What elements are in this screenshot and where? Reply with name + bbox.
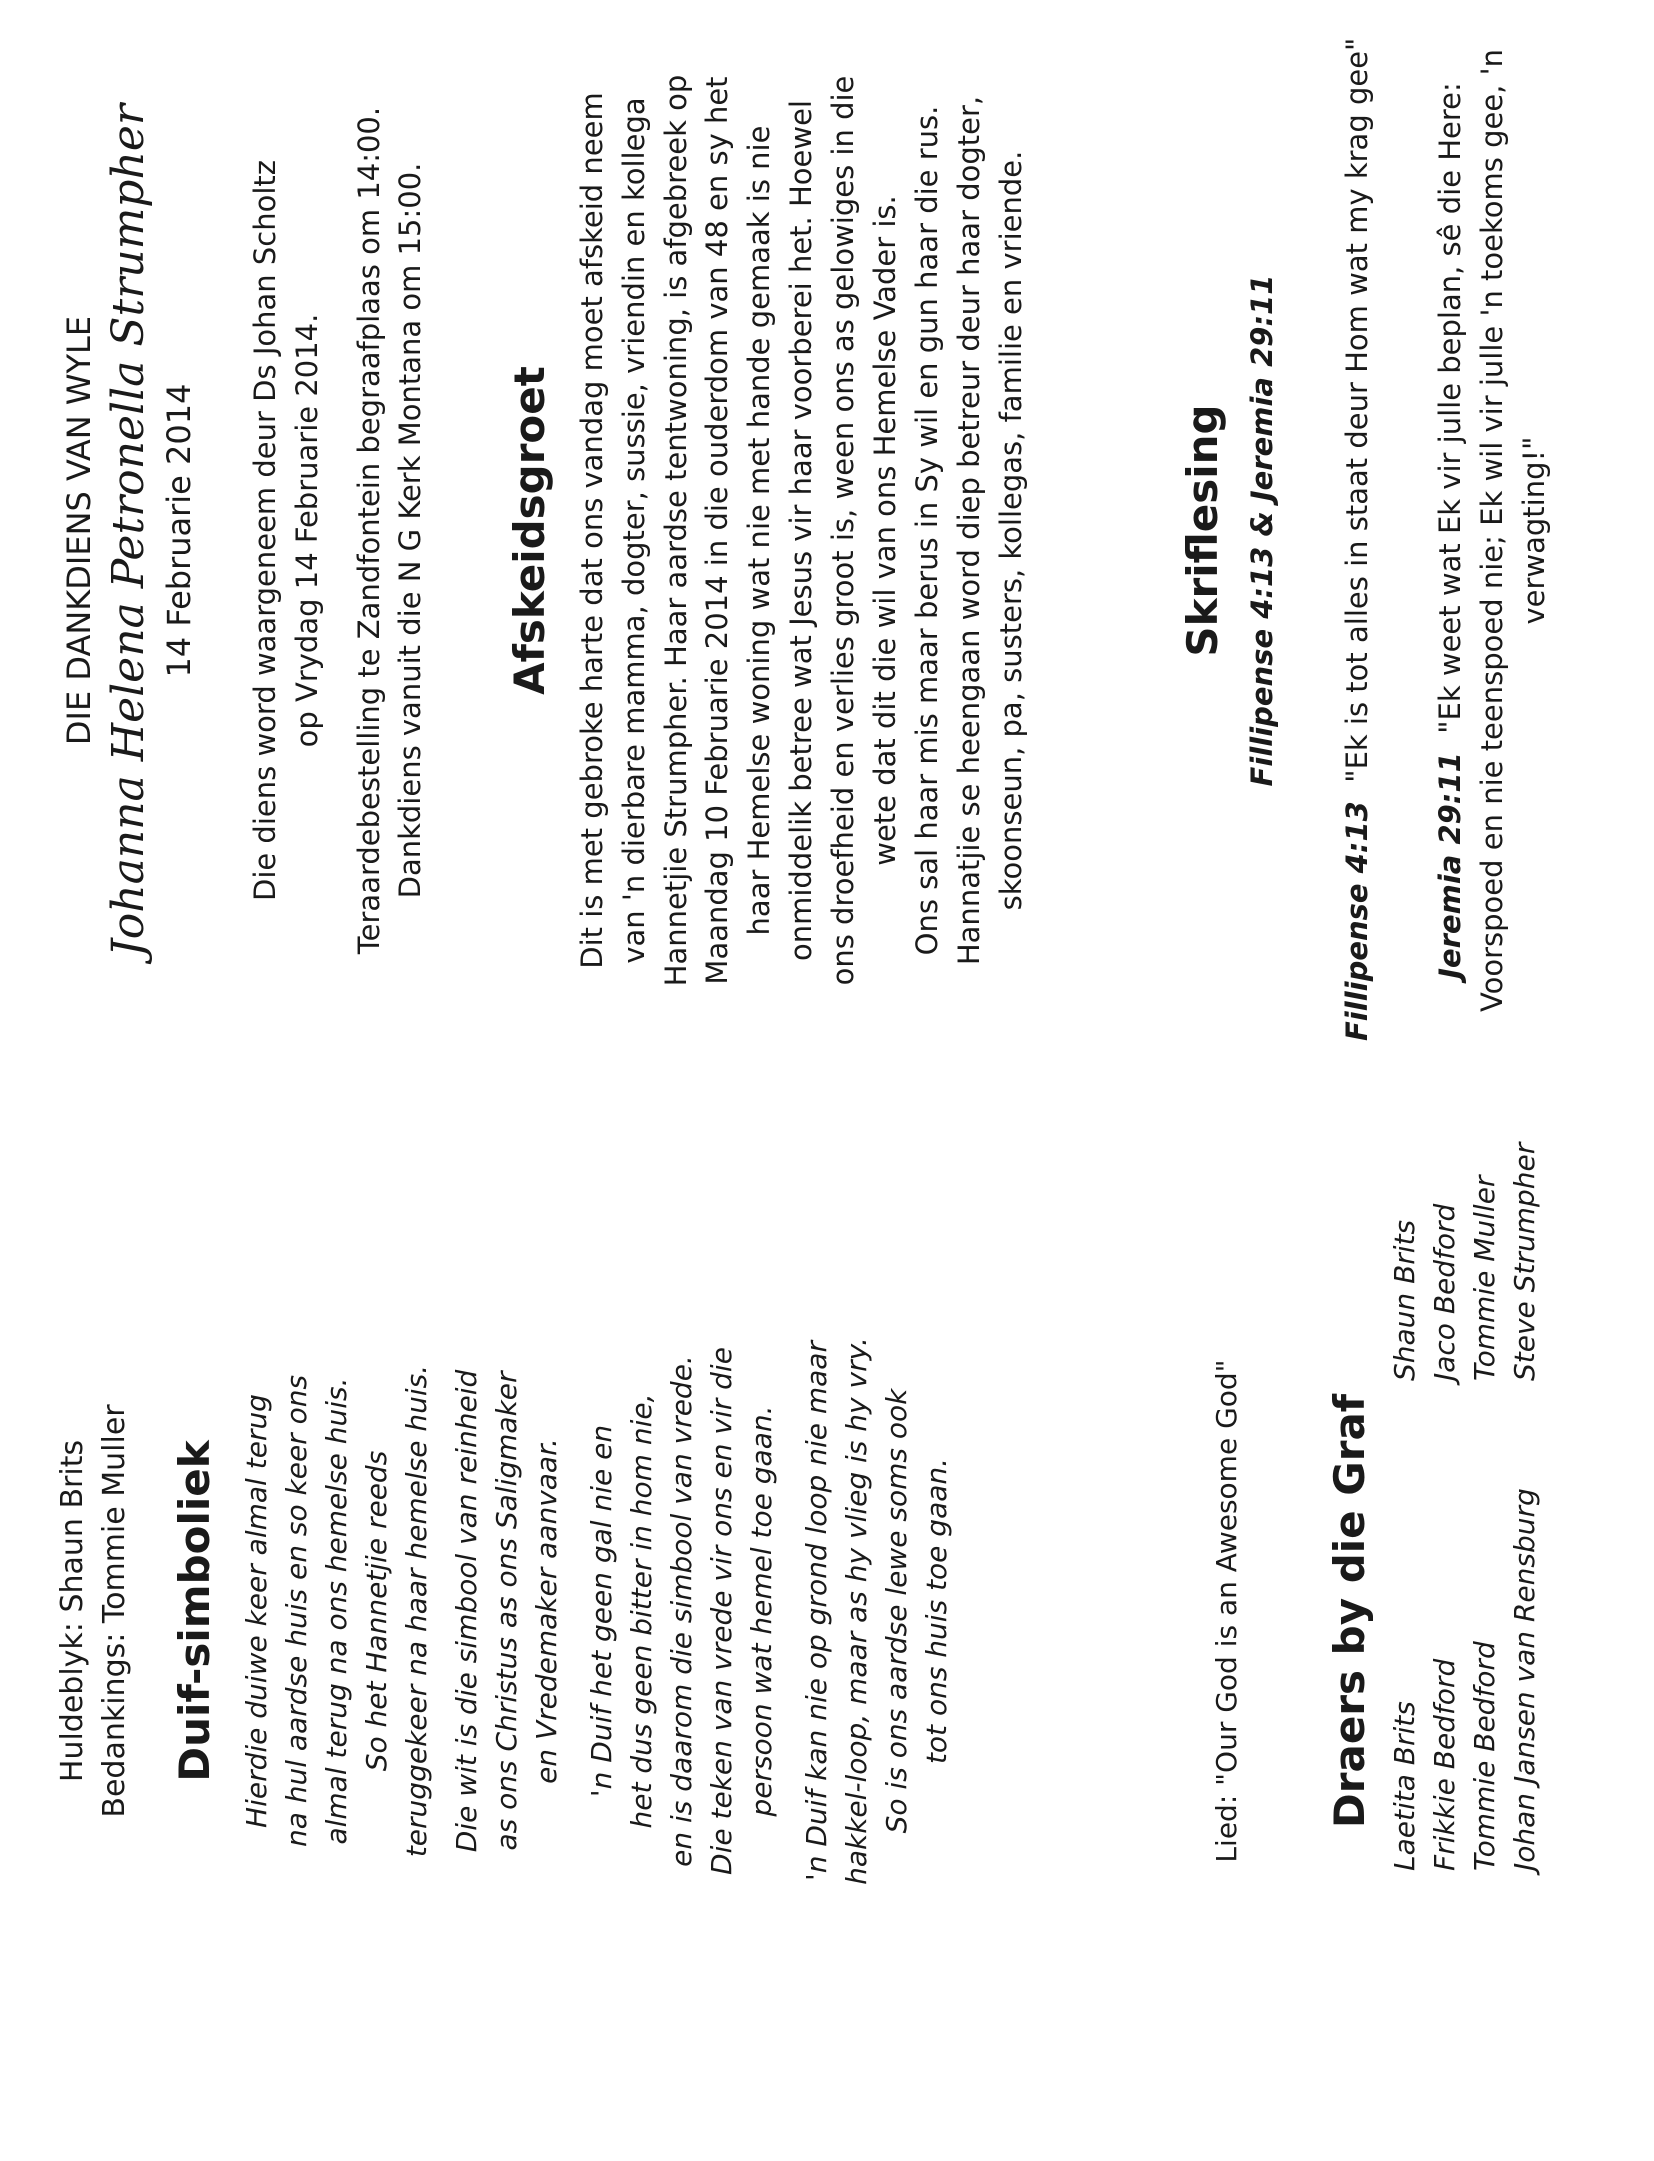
deceased-name: Johanna Helena Petronella Strumpher	[103, 104, 154, 957]
dove-line: 'n Duif het geen gal nie en	[585, 1424, 618, 1798]
farewell-line: Hannatjie se heengaan word diep betreur deur haar dogter,	[952, 95, 986, 966]
bearers-heading: Draers by die Graf	[1325, 1393, 1374, 1829]
service-date: 14 Februarie 2014	[160, 383, 198, 678]
farewell-line: Dit is met gebroke harte dat ons vandag moet afskeid neem	[575, 92, 609, 969]
verse-2-first	[1433, 0, 1467, 1061]
dove-line: Die wit is die simbool van reinheid	[450, 1369, 483, 1853]
bearer-right: Steve Strumpher	[1508, 1142, 1541, 1381]
service-info-line: op Vrydag 14 Februarie 2014.	[290, 313, 324, 748]
dove-line: Die teken van vrede vir ons en vir die	[705, 1347, 738, 1875]
dove-line: persoon wat hemel toe gaan.	[745, 1405, 778, 1817]
dove-line: het dus geen bitter in hom nie,	[625, 1393, 658, 1829]
reading-refs: Fillipense 4:13 & Jeremia 29:11	[1245, 274, 1279, 787]
bearer-left: Laetita Brits	[1388, 1701, 1421, 1871]
bearer-right: Shaun Brits	[1388, 1219, 1421, 1381]
bearer-left: Tommie Bedford	[1468, 1641, 1501, 1871]
reading-heading: Skriflesing	[1178, 404, 1227, 657]
farewell-line: skoonseun, pa, susters, kollegas, familie en vriende.	[994, 150, 1028, 911]
farewell-heading: Afskeidsgroet	[505, 366, 554, 695]
service-title: DIE DANKDIENS VAN WYLE	[60, 315, 98, 746]
dove-line: 'n Duif kan nie op grond loop nie maar	[800, 1341, 833, 1881]
farewell-line: Hannetjie Strumpher. Haar aardse tentwoning, is afgebreek op	[659, 74, 693, 987]
farewell-line: Maandag 10 Februarie 2014 in die ouderdom van 48 en sy het	[700, 76, 734, 985]
verse-1-ref: Fillipense 4:13	[1340, 801, 1374, 1041]
song-line: Lied: "Our God is an Awesome God"	[1210, 1359, 1243, 1863]
farewell-line: wete dat dit die wil van ons Hemelse Vader is.	[868, 195, 902, 866]
farewell-line: onmiddelik betree wat Jesus vir haar voorberei het. Hoewel	[784, 100, 818, 961]
left-panel	[0, 0, 1654, 1061]
verse-2-line: verwagting!"	[1517, 436, 1551, 625]
dove-line: almal terug na ons hemelse huis.	[320, 1377, 353, 1845]
dove-line: as ons Christus as ons Saligmaker	[490, 1371, 523, 1851]
verse-2-ref: Jeremia 29:11	[1433, 752, 1467, 979]
service-info-line: Teraardebestelling te Zandfontein begraafplaas om 14:00.	[352, 106, 386, 955]
service-info-line: Die diens word waargeneem deur Ds Johan Scholtz	[248, 160, 282, 902]
farewell-line: ons droefheid en verlies groot is, ween ons as gelowiges in die	[826, 75, 860, 986]
farewell-line: Ons sal haar mis maar berus in Sy wil en gun haar die rus.	[910, 105, 944, 956]
dove-line: So het Hannetjie reeds	[360, 1450, 393, 1772]
thanks-line: Bedankings: Tommie Muller	[97, 1404, 132, 1818]
tribute-line: Huldeblyk: Shaun Brits	[55, 1439, 90, 1783]
bearer-right: Jaco Bedford	[1428, 1203, 1461, 1381]
farewell-line: haar Hemelse woning wat nie met hande gemaak is nie	[742, 125, 776, 936]
dove-line: en is daarom die simbool van vrede.	[665, 1355, 698, 1867]
dove-heading: Duif-simboliek	[170, 1440, 219, 1782]
dove-line: hakkel-loop, maar as hy vlieg is hy vry.	[840, 1337, 873, 1885]
dove-line: teruggekeer na haar hemelse huis.	[400, 1364, 433, 1858]
dove-line: tot ons huis toe gaan.	[920, 1457, 953, 1765]
verse-1-text: "Ek is tot alles in staat deur Hom wat my krag gee"	[1340, 37, 1374, 783]
service-info-line: Dankdiens vanuit die N G Kerk Montana om 15:00.	[393, 162, 427, 899]
bearer-left: Frikkie Bedford	[1428, 1658, 1461, 1871]
dove-line: Hierdie duiwe keer almal terug	[240, 1394, 273, 1828]
dove-line: en Vredemaker aanvaar.	[530, 1438, 563, 1784]
dove-line: na hul aardse huis en so keer ons	[280, 1374, 313, 1848]
dove-line: So is ons aardse lewe soms ook	[880, 1388, 913, 1834]
verse-2-line: "Ek weet wat Ek vir julle beplan, sê die Here:	[1433, 82, 1467, 734]
farewell-line: van 'n dierbare mamma, dogter, sussie, vriendin en kollega	[617, 97, 651, 964]
verse-1	[1340, 0, 1374, 1041]
bearer-left: Johan Jansen van Rensburg	[1508, 1488, 1541, 1871]
verse-2-line: Voorspoed en nie teenspoed nie; Ek wil vir julle 'n toekoms gee, 'n	[1475, 49, 1509, 1012]
bearer-right: Tommie Muller	[1468, 1175, 1501, 1381]
right-panel	[0, 1061, 1654, 2161]
